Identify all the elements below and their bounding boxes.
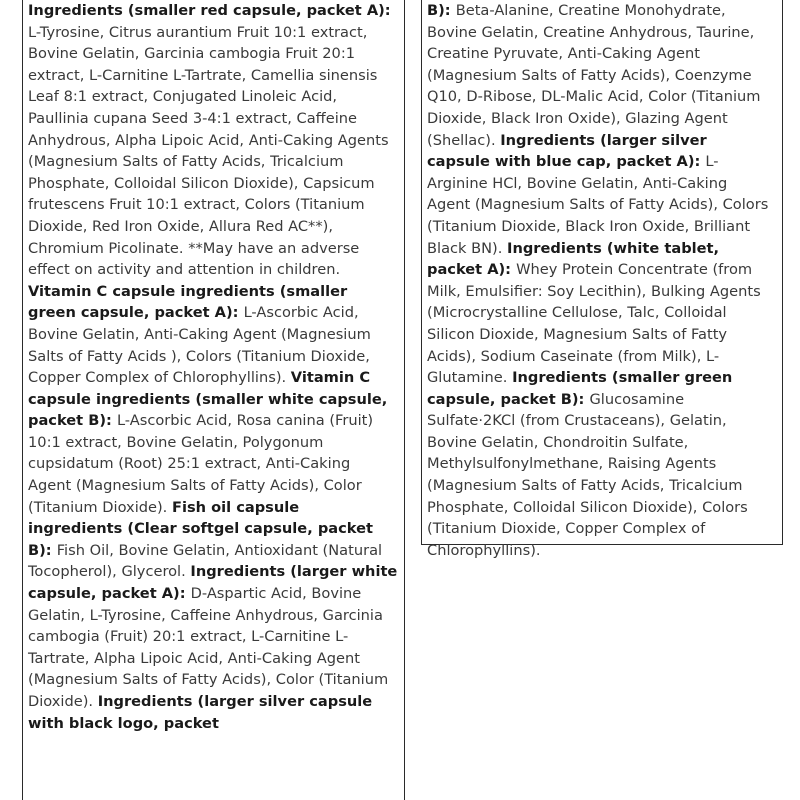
ingredient-list: Fish Oil, Bovine Gelatin, Antioxidant (Natural Tocopherol), Glycerol. <box>28 541 383 581</box>
ingredient-heading: Ingredients (smaller green capsule, packet B): <box>427 369 733 408</box>
ingredient-list: L-Ascorbic Acid, Rosa canina (Fruit) 10:1 extract, Bovine Gelatin, Polygonum cupsidatum (Root) 25:1 extract, Anti-Caking Agent (Magnesium Salts of Fatty Acids), Color (Titanium Dioxide). <box>28 412 374 516</box>
ingredient-heading: Ingredients (white tablet, packet A): <box>427 239 720 279</box>
ingredient-list: Glucosamine Sulfate·2KCl (from Crustaceans), Gelatin, Bovine Gelatin, Chondroitin Sulfate, Methylsulfonylmethane, Raising Agents (Magnesium Salts of Fatty Acids, Tricalcium Phosphate, Colloidal Silicon Dioxide), Colors (Titanium Dioxide, Copper Complex of Chlorophyllins). <box>427 390 748 559</box>
ingredient-list: Beta-Alanine, Creatine Monohydrate, Bovine Gelatin, Creatine Anhydrous, Taurine, Creatine Pyruvate, Anti-Caking Agent (Magnesium Salts of Fatty Acids), Coenzyme Q10, D-Ribose, DL-Malic Acid, Color (Titanium Dioxide, Black Iron Oxide), Glazing Agent (Shellac). <box>427 2 761 149</box>
ingredients-column-left <box>22 0 405 800</box>
ingredient-heading: Ingredients (smaller red capsule, packet A): <box>28 2 391 19</box>
ingredient-list: D-Aspartic Acid, Bovine Gelatin, L-Tyrosine, Caffeine Anhydrous, Garcinia cambogia (Fruit) 20:1 extract, L-Carnitine L-Tartrate, Alpha Lipoic Acid, Anti-Caking Agent (Magnesium Salts of Fatty Acids), Color (Titanium Dioxide). <box>28 585 389 710</box>
ingredient-heading: Ingredients (larger silver capsule with blue cap, packet A): <box>427 131 707 171</box>
ingredients-column-right <box>421 0 783 559</box>
ingredient-heading: Ingredients (larger white capsule, packet A): <box>28 563 398 603</box>
ingredient-heading: Ingredients (larger silver capsule with black logo, packet <box>28 693 373 732</box>
ingredient-heading: Vitamin C capsule ingredients (smaller white capsule, packet B): <box>28 369 388 430</box>
ingredient-heading: Vitamin C capsule ingredients (smaller green capsule, packet A): <box>28 282 348 322</box>
ingredient-list: Whey Protein Concentrate (from Milk, Emulsifier: Soy Lecithin), Bulking Agents (Microcrystalline Cellulose, Talc, Colloidal Silicon Dioxide, Magnesium Salts of Fatty Acids), Sodium Caseinate (from Milk), L-Glutamine. <box>427 261 761 387</box>
ingredient-list: L-Arginine HCl, Bovine Gelatin, Anti-Caking Agent (Magnesium Salts of Fatty Acids), Colors (Titanium Dioxide, Black Iron Oxide, Brilliant Black BN). <box>427 153 769 257</box>
ingredient-heading: B): <box>427 2 456 19</box>
ingredient-list: L-Ascorbic Acid, Bovine Gelatin, Anti-Caking Agent (Magnesium Salts of Fatty Acids ), Colors (Titanium Dioxide, Copper Complex of Chlorophyllins). <box>28 304 371 387</box>
ingredient-heading: Fish oil capsule ingredients (Clear softgel capsule, packet B): <box>28 498 373 559</box>
ingredient-list: L-Tyrosine, Citrus aurantium Fruit 10:1 extract, Bovine Gelatin, Garcinia cambogia Fruit 20:1 extract, L-Carnitine L-Tartrate, Camellia sinensis Leaf 8:1 extract, Conjugated Linoleic Acid, Paullinia cupana Seed 3-4:1 extract, Caffeine Anhydrous, Alpha Lipoic Acid, Anti-Caking Agents (Magnesium Salts of Fatty Acids, Tricalcium Phosphate, Colloidal Silicon Dioxide), Capsicum frutescens Fruit 10:1 extract, Colors (Titanium Dioxide, Red Iron Oxide, Allura Red AC**), Chromium Picolinate. **May have an adverse effect on activity and attention in children. <box>28 23 389 279</box>
